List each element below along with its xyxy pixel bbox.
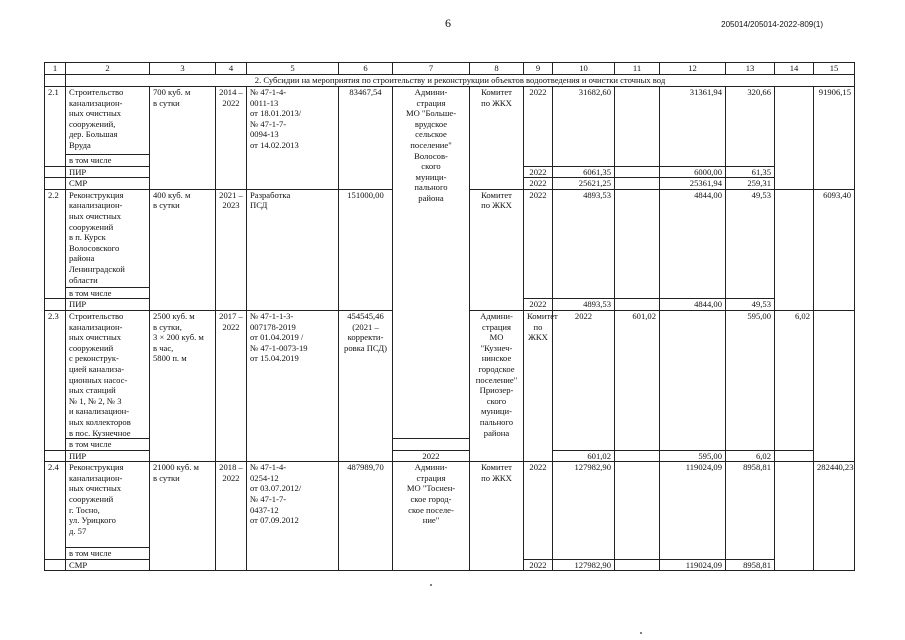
executor: Комитет по ЖКХ	[470, 87, 524, 190]
executor: Комитет по ЖКХ	[470, 462, 524, 571]
project-docs: № 47-1-4- 0011-13 от 18.01.2013/ № 47-1-7- 0094-13 от 14.02.2013	[247, 87, 339, 190]
table-row	[45, 87, 855, 155]
column-header: 12	[660, 63, 726, 75]
project-docs: Разработка ПСД	[247, 189, 339, 310]
local-budget: 8958,81	[726, 559, 775, 571]
work-type-label: СМР	[66, 559, 150, 571]
local-budget: 61,35	[726, 166, 775, 178]
column-header: 1	[45, 63, 66, 75]
regional-budget: 25361,94	[660, 178, 726, 190]
column-header: 4	[216, 63, 247, 75]
row-number: 2.2	[45, 189, 66, 299]
estimated-cost: 83467,54	[339, 87, 393, 190]
section-title: 2. Субсидии на мероприятия по строительству и реконструкции объектов водоотведения и очистки сточных вод	[66, 75, 855, 87]
year: 2022	[524, 166, 553, 178]
column-header: 14	[775, 63, 814, 75]
column-header: 3	[150, 63, 216, 75]
year: 2022	[393, 450, 470, 462]
remaining-cost: 6093,40	[814, 189, 855, 310]
row-number: 2.4	[45, 462, 66, 560]
local-budget: 49,53	[726, 299, 775, 311]
year: 2022	[524, 559, 553, 571]
column-header: 10	[553, 63, 615, 75]
local-budget: 6,02	[775, 310, 814, 450]
object-name: Реконструкция канализацион- ных очистных сооружений в п. Курск Волосовского района Ленинградской области	[66, 189, 150, 287]
column-number-row	[45, 63, 855, 75]
regional-budget: 31361,94	[660, 87, 726, 167]
column-header: 8	[470, 63, 524, 75]
capacity: 21000 куб. м в сутки	[150, 462, 216, 571]
column-header: 5	[247, 63, 339, 75]
object-name: Реконструкция канализацион- ных очистных сооружений г. Тосно, ул. Урицкого д. 57	[66, 462, 150, 548]
remaining-cost: 91906,15	[814, 87, 855, 190]
table-row	[45, 462, 855, 548]
period: 2021 – 2023	[216, 189, 247, 310]
column-11	[615, 559, 660, 571]
including-label: в том числе	[66, 548, 150, 560]
executor: Комитет по ЖКХ	[524, 310, 553, 461]
administration: Админи- страция МО "Больше- врудское сельское поселение" Волосов- ского муници- пального района	[393, 87, 470, 439]
column-11	[615, 189, 660, 299]
row-number: 2.3	[45, 310, 66, 450]
scan-speck	[640, 632, 642, 634]
year: 2022	[524, 87, 553, 167]
regional-budget: 595,00	[660, 450, 726, 462]
column-header: 13	[726, 63, 775, 75]
total-amount: 4893,53	[553, 299, 615, 311]
row-number-blank	[45, 450, 66, 462]
project-docs: № 47-1-1-3- 007178-2019 от 01.04.2019 / № 47-1-0073-19 от 15.04.2019	[247, 310, 339, 461]
total-amount: 31682,60	[553, 87, 615, 167]
work-type-label: СМР	[66, 178, 150, 190]
period: 2014 – 2022	[216, 87, 247, 190]
column-11	[615, 178, 660, 190]
remaining-cost: 282440,23	[814, 462, 855, 571]
regional-budget: 119024,09	[660, 462, 726, 560]
document-code: 205014/205014-2022-809(1)	[721, 20, 823, 29]
column-11	[615, 462, 660, 560]
column-header: 15	[814, 63, 855, 75]
local-budget: 259,31	[726, 178, 775, 190]
work-type-label: ПИР	[66, 166, 150, 178]
row-number-blank	[45, 178, 66, 190]
column-header: 6	[339, 63, 393, 75]
work-type-label: ПИР	[66, 299, 150, 311]
column-11	[615, 299, 660, 311]
local-budget: 8958,81	[726, 462, 775, 560]
regional-budget: 4844,00	[660, 189, 726, 299]
capacity: 400 куб. м в сутки	[150, 189, 216, 310]
year: 2022	[524, 299, 553, 311]
estimated-cost: 487989,70	[339, 462, 393, 571]
estimated-cost: 454545,46 (2021 – корректи- ровка ПСД)	[339, 310, 393, 461]
row-number-blank	[45, 166, 66, 178]
capacity: 700 куб. м в сутки	[150, 87, 216, 190]
total-amount: 25621,25	[553, 178, 615, 190]
total-amount: 4893,53	[553, 189, 615, 299]
administration: Админи- страция МО "Тоснен- ское город- ское поселе- ние"	[393, 462, 470, 571]
year: 2022	[524, 178, 553, 190]
column-header: 7	[393, 63, 470, 75]
column-14	[775, 87, 814, 190]
regional-budget: 595,00	[726, 310, 775, 450]
including-label: в том числе	[66, 439, 150, 451]
column-11	[615, 87, 660, 167]
column-14	[775, 189, 814, 310]
row-number-blank	[45, 299, 66, 311]
total-amount: 127982,90	[553, 559, 615, 571]
object-name: Строительство канализацион- ных очистных сооружений, дер. Большая Вруда	[66, 87, 150, 155]
year: 2022	[524, 462, 553, 560]
local-budget: 49,53	[726, 189, 775, 299]
administration: Админи- страция МО "Кузнеч- нинское городское поселение" Приозер- ского муници- пального района	[470, 310, 524, 461]
object-name: Строительство канализацион- ных очистных сооружений с реконструк- цией канализа- ционных насос- ных станций № 1, № 2, № 3 и канализацион- ных коллекторов в пос. Кузнечное	[66, 310, 150, 438]
column-14	[814, 310, 855, 461]
local-budget: 6,02	[726, 450, 775, 462]
page-number: 6	[445, 16, 451, 30]
subsidy-table	[44, 62, 855, 571]
work-type-label: ПИР	[66, 450, 150, 462]
executor: Комитет по ЖКХ	[470, 189, 524, 310]
column-14	[775, 462, 814, 571]
total-amount: 6061,35	[553, 166, 615, 178]
regional-budget: 4844,00	[660, 299, 726, 311]
local-budget: 320,66	[726, 87, 775, 167]
row-number: 2.1	[45, 87, 66, 167]
section-title-row	[45, 75, 855, 87]
project-docs: № 47-1-4- 0254-12 от 03.07.2012/ № 47-1-7- 0437-12 от 07.09.2012	[247, 462, 339, 571]
capacity: 2500 куб. м в сутки, 3 × 200 куб. м в час, 5800 п. м	[150, 310, 216, 461]
including-label: в том числе	[66, 287, 150, 299]
section-title-blank	[45, 75, 66, 87]
total-amount: 127982,90	[553, 462, 615, 560]
column-11	[660, 310, 726, 450]
total-amount: 601,02	[553, 450, 615, 462]
including-label: в том числе	[66, 155, 150, 167]
column-header: 2	[66, 63, 150, 75]
column-header: 9	[524, 63, 553, 75]
year: 2022	[553, 310, 615, 450]
year: 2022	[524, 189, 553, 299]
regional-budget: 119024,09	[660, 559, 726, 571]
row-number-blank	[45, 559, 66, 571]
total-amount: 601,02	[615, 310, 660, 450]
scan-speck	[430, 584, 432, 586]
period: 2017 – 2022	[216, 310, 247, 461]
column-11	[615, 450, 660, 462]
column-11	[615, 166, 660, 178]
column-header: 11	[615, 63, 660, 75]
period: 2018 – 2022	[216, 462, 247, 571]
regional-budget: 6000,00	[660, 166, 726, 178]
estimated-cost: 151000,00	[339, 189, 393, 310]
